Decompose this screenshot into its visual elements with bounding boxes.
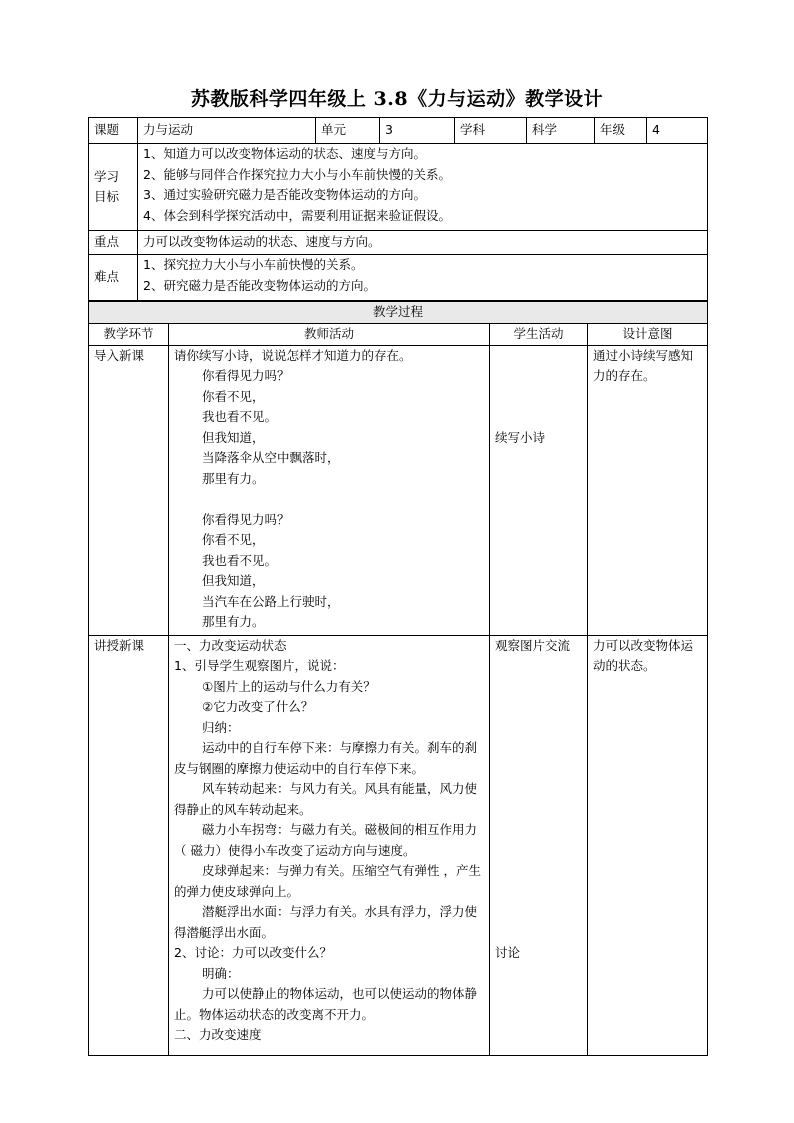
new-stage: 讲授新课	[89, 635, 169, 1055]
lesson-label: 课题	[89, 118, 138, 144]
col-header-stage: 教学环节	[89, 323, 169, 345]
question: ②它力改变了什么？	[202, 699, 314, 714]
intro-stage: 导入新课	[89, 345, 169, 635]
objectives-list	[138, 144, 708, 231]
page-title: 苏教版科学四年级上 3.8《力与运动》教学设计	[190, 88, 604, 110]
intro-student-activity: 续写小诗	[490, 345, 588, 635]
intro-teacher-activity: 请你续写小诗，说说怎样才知道力的存在。 你看得见力吗？ 你看不见， 我也看不见。 但我知道， 当降落伞从空中飘落时， 那里有力。 你看得见力吗？ 你看不见， 我也看不见。 但我知道， 当汽车在公路上行驶时， 那里有力。	[169, 345, 490, 635]
objective-item: 1、知道力可以改变物体运动的状态、速度与方向。	[143, 146, 426, 161]
objective-item: 2、能够与同伴合作探究拉力大小与小车前快慢的关系。	[143, 166, 451, 182]
teaching-process-table	[88, 301, 708, 1056]
objective-item: 4、体会到科学探究活动中，需要利用证据来验证假设。	[143, 207, 451, 223]
summary-paragraph: 磁力小车拐弯：与磁力有关。磁极间的相互作用力（ 磁力）使得小车改变了运动方向与速度。	[174, 822, 478, 858]
poem-line: 你看得见力吗？	[202, 511, 290, 527]
subject-value: 科学	[527, 118, 595, 144]
difficulty-label: 难点	[89, 255, 138, 301]
new-design-intent: 力可以改变物体运动的状态。	[588, 635, 708, 1055]
poem-line: 但我知道，	[202, 429, 265, 445]
grade-label: 年级	[595, 118, 647, 144]
col-header-intent: 设计意图	[588, 323, 708, 345]
lesson-value: 力与运动	[138, 118, 316, 144]
poem-line: 我也看不见。	[202, 409, 278, 424]
poem-line: 那里有力。	[202, 614, 265, 629]
objective-item: 3、通过实验研究磁力是否能改变物体运动的方向。	[143, 187, 426, 202]
subject-label: 学科	[455, 118, 527, 144]
poem-line: 我也看不见。	[202, 552, 278, 568]
poem-line: 你看不见，	[202, 388, 265, 404]
objectives-label: 学习 目标	[89, 144, 138, 231]
section-title: 一、力改变运动状态	[174, 637, 287, 653]
key-point-value: 力可以改变物体运动的状态、速度与方向。	[138, 231, 708, 255]
difficulty-item: 2、研究磁力是否能改变物体运动的方向。	[143, 277, 376, 293]
section-title: 二、力改变速度	[174, 1027, 262, 1042]
col-header-student: 学生活动	[490, 323, 588, 345]
summary-paragraph: 潜艇浮出水面：与浮力有关。水具有浮力，浮力使得潜艇浮出水面。	[174, 904, 478, 940]
lesson-info-table	[88, 117, 708, 301]
summary-paragraph: 皮球弹起来：与弹力有关。压缩空气有弹性 ，产生的弹力使皮球弹向上。	[174, 863, 481, 899]
intro-design-intent: 通过小诗续写感知力的存在。	[588, 345, 708, 635]
poem-line: 但我知道，	[202, 573, 265, 588]
poem-line: 当降落伞从空中飘落时，	[202, 450, 340, 465]
difficulty-item: 1、探究拉力大小与小车前快慢的关系。	[143, 257, 364, 272]
poem-line: 你看得见力吗？	[202, 368, 290, 383]
poem-line: 你看不见，	[202, 532, 265, 547]
question: ①图片上的运动与什么力有关？	[202, 678, 376, 694]
col-header-teacher: 教师活动	[169, 323, 490, 345]
poem-line: 当汽车在公路上行驶时，	[202, 593, 340, 609]
difficulty-list	[138, 255, 708, 301]
clarify-paragraph: 力可以使静止的物体运动，也可以使运动的物体静止。物体运动状态的改变离不开力。	[174, 986, 478, 1022]
poem-line: 那里有力。	[202, 470, 265, 486]
unit-label: 单元	[316, 118, 380, 144]
key-point-label: 重点	[89, 231, 138, 255]
summary-paragraph: 风车转动起来：与风力有关。风具有能量，风力使得静止的风车转动起来。	[174, 781, 478, 817]
process-header: 教学过程	[89, 302, 708, 324]
unit-value: 3	[380, 118, 455, 144]
summary-paragraph: 运动中的自行车停下来：与摩擦力有关。刹车的刹皮与钢圈的摩擦力使运动中的自行车停下来。	[174, 740, 478, 776]
grade-value: 4	[647, 118, 708, 144]
new-student-activity: 观察图片交流 讨论	[490, 635, 588, 1055]
new-teacher-activity: 一、力改变运动状态 1、引导学生观察图片，说说： ①图片上的运动与什么力有关？ ②它力改变了什么？ 归纳： 运动中的自行车停下来：与摩擦力有关。刹车的刹皮与钢圈的摩擦力使运动中的自行车停下来。 风车转动起来：与风力有关。风具有能量，风力使得静止的风车转动起来。 磁力小车拐弯：与磁力有关。磁极间的相互作用力（ 磁力）使得小车改变了运动方向与速度。 皮球弹起来：与弹力有关。压缩空气有弹性 ，产生的弹力使皮球弹向上。 潜艇浮出水面：与浮力有关。水具有浮力，浮力使得潜艇浮出水面。 2、讨论：力可以改变什么？ 明确： 力可以使静止的物体运动，也可以使运动的物体静止。物体运动状态的改变离不开力。 二、力改变速度	[169, 635, 490, 1055]
